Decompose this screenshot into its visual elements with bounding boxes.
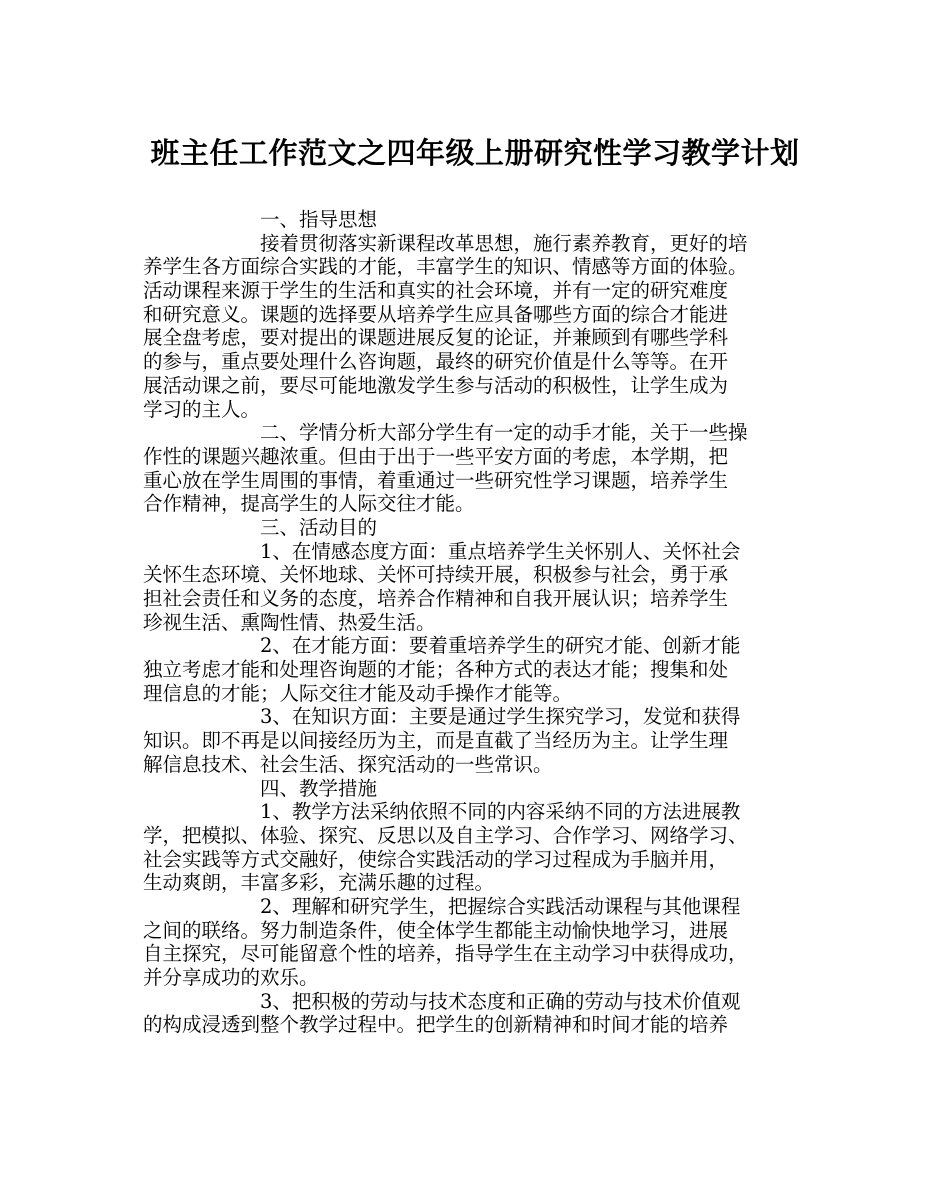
paragraph-line: 珍视生活、熏陶性情、热爱生活。 [143, 610, 436, 634]
paragraph-line: 作性的课题兴趣浓重。但由于出于一些平安方面的考虑，本学期，把 [143, 444, 729, 468]
section-heading-teaching-measures: 四、教学措施 [260, 776, 378, 800]
paragraph-line: 理信息的才能；人际交往才能及动手操作才能等。 [143, 681, 573, 705]
document-body [143, 208, 815, 1037]
paragraph-line: 合作精神，提高学生的人际交往才能。 [143, 492, 475, 516]
paragraph-line: 社会实践等方式交融好，使综合实践活动的学习过程成为手脑并用， [143, 847, 729, 871]
paragraph-line: 学，把模拟、体验、探究、反思以及自主学习、合作学习、网络学习、 [143, 823, 748, 847]
paragraph-line: 之间的联络。努力制造条件，使全体学生都能主动愉快地学习，进展 [143, 918, 729, 942]
paragraph-line: 自主探究，尽可能留意个性的培养，指导学生在主动学习中获得成功， [143, 942, 748, 966]
paragraph-line: 知识。即不再是以间接经历为主，而是直截了当经历为主。让学生理 [143, 729, 729, 753]
paragraph-line: 2、理解和研究学生，把握综合实践活动课程与其他课程 [260, 894, 741, 918]
section-heading-student-analysis: 二、学情分析大部分学生有一定的动手才能，关于一些操 [260, 421, 748, 445]
paragraph-line: 3、在知识方面：主要是通过学生探究学习，发觉和获得 [260, 705, 741, 729]
paragraph-line: 重心放在学生周围的事情，着重通过一些研究性学习课题，培养学生 [143, 468, 729, 492]
paragraph-line: 3、把积极的劳动与技术态度和正确的劳动与技术价值观 [260, 989, 741, 1013]
paragraph-line: 的参与，重点要处理什么咨询题，最终的研究价值是什么等等。在开 [143, 350, 729, 374]
paragraph-line: 1、在情感态度方面：重点培养学生关怀别人、关怀社会 [260, 539, 741, 563]
paragraph-line: 展全盘考虑，要对提出的课题进展反复的论证，并兼顾到有哪些学科 [143, 326, 729, 350]
paragraph-line: 解信息技术、社会生活、探究活动的一些常识。 [143, 752, 553, 776]
document-title: 班主任工作范文之四年级上册研究性学习教学计划 [150, 136, 800, 170]
paragraph-line: 1、教学方法采纳依照不同的内容采纳不同的方法进展教 [260, 800, 741, 824]
paragraph-line: 学习的主人。 [143, 397, 261, 421]
paragraph-line: 展活动课之前，要尽可能地激发学生参与活动的积极性，让学生成为 [143, 373, 729, 397]
paragraph-line: 接着贯彻落实新课程改革思想，施行素养教育，更好的培 [260, 231, 748, 255]
paragraph-line: 2、在才能方面：要着重培养学生的研究才能、创新才能 [260, 634, 741, 658]
paragraph-line: 和研究意义。课题的选择要从培养学生应具备哪些方面的综合才能进 [143, 302, 729, 326]
paragraph-line: 的构成浸透到整个教学过程中。把学生的创新精神和时间才能的培养 [143, 1013, 729, 1037]
paragraph-line: 养学生各方面综合实践的才能，丰富学生的知识、情感等方面的体验。 [143, 255, 748, 279]
paragraph-line: 活动课程来源于学生的生活和真实的社会环境，并有一定的研究难度 [143, 279, 729, 303]
paragraph-line: 并分享成功的欢乐。 [143, 966, 319, 989]
paragraph-line: 担社会责任和义务的态度，培养合作精神和自我开展认识；培养学生 [143, 587, 729, 610]
paragraph-line: 关怀生态环境、关怀地球、关怀可持续开展，积极参与社会，勇于承 [143, 563, 729, 587]
section-heading-activity-goals: 三、活动目的 [260, 515, 378, 539]
section-heading-guiding-thought: 一、指导思想 [260, 208, 378, 231]
paragraph-line: 生动爽朗，丰富多彩，充满乐趣的过程。 [143, 871, 495, 895]
paragraph-line: 独立考虑才能和处理咨询题的才能；各种方式的表达才能；搜集和处 [143, 658, 729, 682]
